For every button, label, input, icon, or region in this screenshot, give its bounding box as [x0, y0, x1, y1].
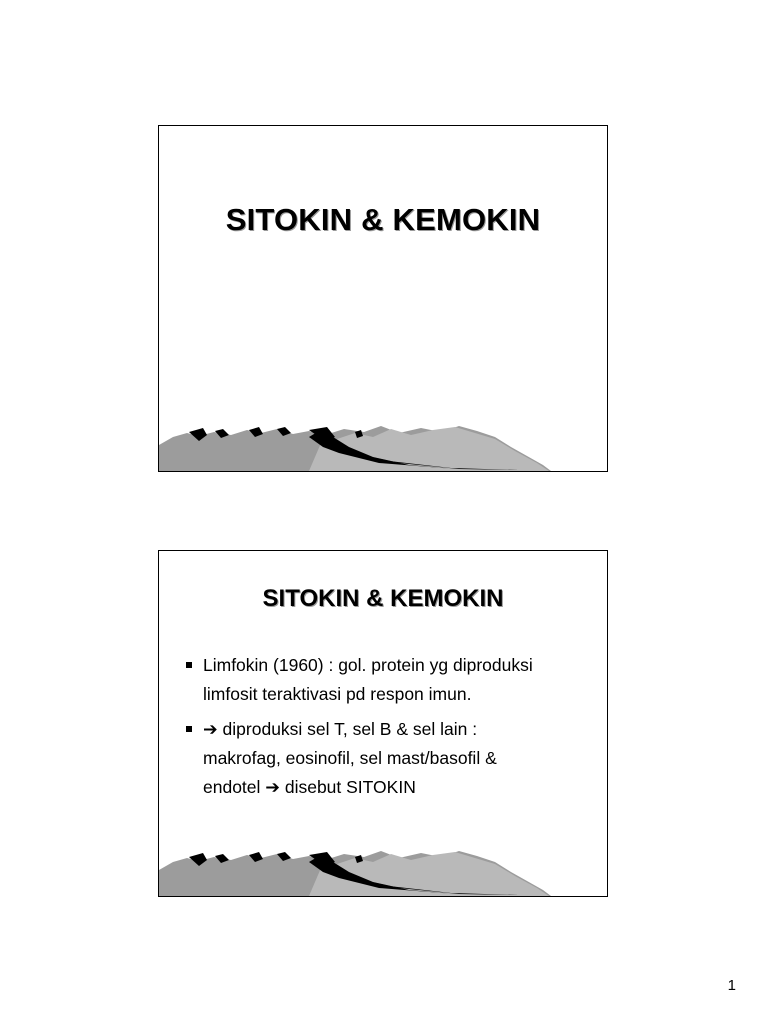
bullet-list [185, 651, 593, 808]
square-bullet-icon [186, 726, 192, 732]
right-arrow-icon: ➔ [265, 777, 280, 797]
bullet-line: diproduksi sel T, sel B & sel lain : [222, 719, 478, 739]
bullet-item [185, 651, 593, 709]
square-bullet-icon [186, 662, 192, 668]
slide-2-title: SITOKIN & KEMOKIN [262, 585, 504, 612]
right-arrow-icon: ➔ [203, 719, 218, 739]
mountain-decoration [159, 848, 608, 896]
slide-1 [158, 125, 608, 472]
page-number: 1 [727, 977, 736, 994]
bullet-line: endotel [203, 777, 261, 797]
slide-2 [158, 550, 608, 897]
mountain-decoration [159, 423, 608, 471]
bullet-item [185, 715, 593, 802]
bullet-line: disebut SITOKIN [284, 777, 416, 797]
slide-1-title: SITOKIN & KEMOKIN [225, 202, 541, 237]
bullet-line: makrofag, eosinofil, sel mast/basofil & [203, 748, 497, 768]
bullet-line: Limfokin (1960) : gol. protein yg diproduksi [203, 655, 533, 675]
bullet-line: limfosit teraktivasi pd respon imun. [203, 684, 472, 704]
